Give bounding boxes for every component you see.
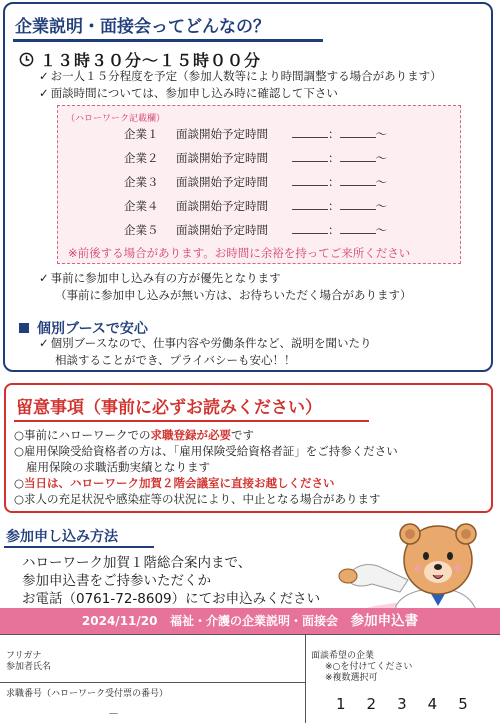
hour-blank[interactable] xyxy=(292,127,328,138)
schedule-row xyxy=(124,126,387,142)
booth-line-1: ✓ 個別ブースなので、仕事内容や労働条件など、説明を聞いたり xyxy=(39,335,372,351)
start-time-label: 面談開始予定時間 xyxy=(176,175,268,189)
hour-blank[interactable] xyxy=(292,199,328,210)
minute-blank[interactable] xyxy=(340,151,376,162)
priority-subnote: （事前に参加申し込みが無い方は、お待ちいただく場合があります） xyxy=(55,288,412,302)
company-choice-1[interactable]: 1 xyxy=(336,695,346,713)
schedule-note: ※前後する場合があります。お時間に余裕を持ってご来所ください xyxy=(68,246,411,260)
job-number-dash: － xyxy=(108,707,119,720)
hour-blank[interactable] xyxy=(292,151,328,162)
apply-underline xyxy=(4,546,154,548)
notice-box xyxy=(4,383,493,513)
schedule-box xyxy=(57,105,461,264)
furigana-label: フリガナ xyxy=(6,651,42,661)
company-choices xyxy=(336,695,468,713)
multi-select-note: ※複数選択可 xyxy=(325,673,378,683)
apply-line-2: 参加申込書をご持参いただくか xyxy=(22,573,211,589)
company-name: 企業４ xyxy=(124,199,159,213)
colon: ： xyxy=(328,199,340,213)
notice-heading: 留意事項（事前に必ずお読みください） xyxy=(16,398,322,418)
notice-insurance-sub: 雇用保険の求職活動実績となります xyxy=(26,460,210,474)
event-name: 福祉・介護の企業説明・面接会 xyxy=(170,614,339,628)
schedule-row xyxy=(124,174,387,190)
clock-icon xyxy=(19,52,34,67)
company-choice-3[interactable]: 3 xyxy=(397,695,407,713)
mark-instruction: ※○を付けてください xyxy=(325,662,413,672)
schedule-label: （ハローワーク記載欄） xyxy=(66,114,166,124)
start-time-label: 面談開始予定時間 xyxy=(176,199,268,213)
notice-registration: ○事前にハローワークでの求職登録が必要です xyxy=(14,428,255,442)
form-divider-horizontal xyxy=(0,682,305,683)
company-name: 企業５ xyxy=(124,223,159,237)
overview-heading: 企業説明・面接会ってどんなの？ xyxy=(15,17,270,37)
schedule-row xyxy=(124,222,387,238)
form-title: 参加申込書 xyxy=(350,613,419,629)
form-banner xyxy=(0,608,500,634)
colon: ： xyxy=(328,223,340,237)
minute-blank[interactable] xyxy=(340,223,376,234)
schedule-row xyxy=(124,198,387,214)
notice-underline xyxy=(14,420,369,422)
note-duration: ✓ お一人１５分程度を予定（参加人数等により時間調整する場合があります） xyxy=(39,68,442,84)
start-time-label: 面談開始予定時間 xyxy=(176,151,268,165)
notice-venue: ○当日は、ハローワーク加賀２階会議室に直接お越しください xyxy=(14,476,335,490)
overview-box xyxy=(3,2,493,372)
form-divider-vertical xyxy=(305,634,306,723)
company-choice-2[interactable]: 2 xyxy=(366,695,377,713)
notice-cancel: ○求人の充足状況や感染症等の状況により、中止となる場合があります xyxy=(14,492,381,506)
note-interview-time: ✓ 面談時間については、参加申し込み時に確認して下さい xyxy=(39,85,338,101)
event-time: １３時３０分～１５時００分 xyxy=(40,51,262,70)
apply-heading: 参加申し込み方法 xyxy=(6,529,118,545)
tilde: ～ xyxy=(375,223,387,237)
company-choice-5[interactable]: 5 xyxy=(458,695,468,713)
company-choice-4[interactable]: 4 xyxy=(427,695,438,713)
square-bullet-icon xyxy=(19,323,29,333)
minute-blank[interactable] xyxy=(340,199,376,210)
colon: ： xyxy=(328,151,340,165)
minute-blank[interactable] xyxy=(340,127,376,138)
booth-heading-text: 個別ブースで安心 xyxy=(37,321,148,337)
start-time-label: 面談開始予定時間 xyxy=(176,127,268,141)
tilde: ～ xyxy=(375,199,387,213)
colon: ： xyxy=(328,127,340,141)
booth-line-2: 相談することができ、プライバシーも安心！！ xyxy=(55,353,296,367)
colon: ： xyxy=(328,175,340,189)
priority-note: ✓ 事前に参加申し込み有の方が優先となります xyxy=(39,270,281,286)
schedule-row xyxy=(124,150,387,166)
tilde: ～ xyxy=(375,151,387,165)
event-date: 2024/11/20 xyxy=(81,614,158,628)
start-time-label: 面談開始予定時間 xyxy=(176,223,268,237)
apply-line-1: ハローワーク加賀１階総合案内まで、 xyxy=(22,555,252,571)
company-preference-label: 面談希望の企業 xyxy=(311,651,375,661)
minute-blank[interactable] xyxy=(340,175,376,186)
hour-blank[interactable] xyxy=(292,175,328,186)
company-name: 企業３ xyxy=(124,175,159,189)
tilde: ～ xyxy=(375,175,387,189)
heading-underline xyxy=(13,39,323,42)
company-name: 企業１ xyxy=(124,127,159,141)
job-number-label: 求職番号（ハローワーク受付票の番号） xyxy=(6,689,169,699)
tilde: ～ xyxy=(375,127,387,141)
name-label: 参加者氏名 xyxy=(6,662,52,672)
hour-blank[interactable] xyxy=(292,223,328,234)
apply-line-3: お電話（0761-72-8609）にてお申込みください xyxy=(22,591,321,607)
notice-insurance: ○雇用保険受給資格者の方は、「雇用保険受給資格者証」をご持参ください xyxy=(14,444,398,458)
company-name: 企業２ xyxy=(124,151,159,165)
